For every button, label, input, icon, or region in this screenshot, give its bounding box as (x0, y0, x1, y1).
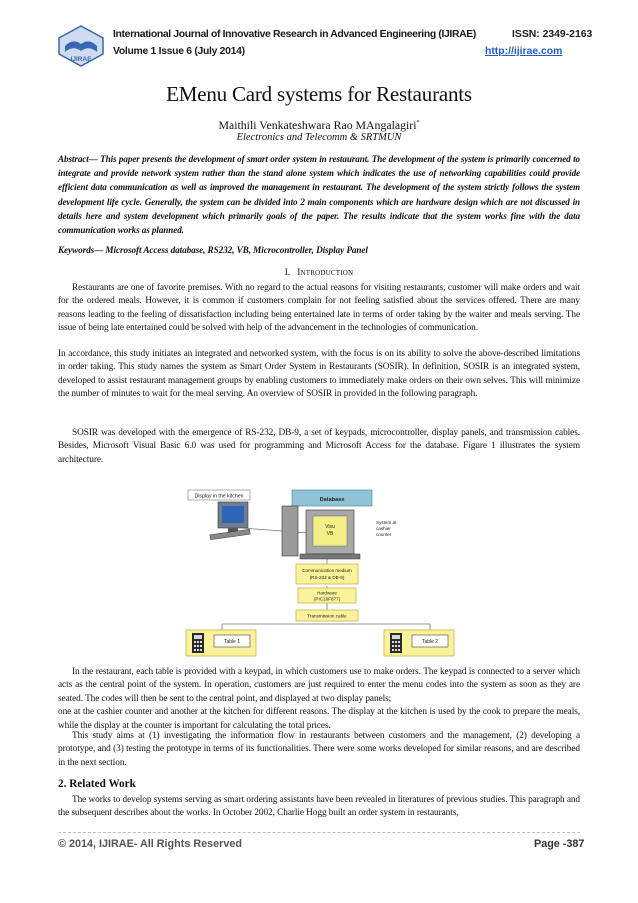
paper-affiliation: Electronics and Telecomm & SRTMUN (236, 132, 402, 143)
intro-paragraph-4a: In the restaurant, each table is provided with a keypad, in which customers use to make orders. The keypad is connected to a server which acts as the central point of the system. In operation, customers are just required to enter the menu codes into the system as soon as they are seated. The codes will then be sent to the central point, and displayed at two display panels; (58, 667, 580, 704)
table-1-keypad (186, 630, 256, 656)
journal-issn: ISSN: 2349-2163 (512, 29, 593, 40)
footer-divider (58, 832, 580, 833)
section-number: I. (284, 268, 291, 278)
intro-paragraph-4b: one at the cashier counter and another at the kitchen for different reasons. The display at the kitchen is used by the cook to prepare the meals, while the display at the counter is important for calculating the total prices. (58, 707, 580, 731)
server-label-1: Visu (325, 524, 335, 530)
comm-label-1: Communication medium (302, 568, 352, 573)
journal-url-link[interactable]: http://ijirae.com (485, 46, 563, 57)
comm-label-2: (RS-232 & DB-9) (309, 575, 345, 580)
keywords: Keywords— Microsoft Access database, RS232, VB, Microcontroller, Display Panel (58, 245, 368, 255)
counter-label-3: counter (376, 532, 392, 537)
system-architecture-figure (180, 488, 460, 658)
author-mark: * (416, 120, 420, 127)
intro-paragraph-4 (58, 666, 580, 733)
table2-label: Table 2 (421, 639, 439, 645)
server-label-2: VB (326, 531, 334, 537)
journal-volume: Volume 1 Issue 6 (July 2014) (113, 46, 245, 57)
counter-label-2: cashier (376, 526, 391, 531)
hw-label-2: (PIC16F877) (313, 596, 341, 602)
paper-title: EMenu Card systems for Restaurants (166, 82, 472, 106)
author-name: Maithili Venkateshwara Rao MAngalagiri (218, 118, 417, 132)
section-title: Introduction (297, 268, 354, 278)
footer-page-number: Page -387 (534, 838, 585, 850)
intro-paragraph-1: Restaurants are one of favorite premises. With no regard to the actual reasons for visiting restaurants, customer will make orders and wait for the ordered meals. However, it is common if customers complain for not feeling satisfied about the services offered. There are many reasons leading to the feeling of dissatisfaction including being entertained late in terms of order taking by the waiter and meals serving. The issue of being late entertained could be solved with help of the advancement in the technologies of communication. (58, 283, 580, 334)
database-label: Database (319, 497, 345, 503)
cable-label: Transmission cable (307, 613, 347, 619)
server-computer (282, 506, 360, 559)
paper-author (0, 118, 638, 133)
footer-copyright: © 2014, IJIRAE- All Rights Reserved (58, 838, 242, 850)
intro-paragraph-5: This study aims at (1) investigating the information flow in restaurants between customers and the management, (2) developing a prototype, and (3) testing the prototype in terms of its functionalities. There were some works developed for similar reasons, and are described in the next section. (58, 731, 580, 768)
journal-logo (56, 24, 106, 68)
intro-paragraph-2: In accordance, this study initiates an integrated and networked system, with the focus is on its ability to solve the above-described limitations in order taking. This study names the system as Smart Order System in Restaurants (SOSIR). In definition, SOSIR is an integrated system, developed to assist restaurant management groups by enabling customers to immediately make orders on their own selves. This will minimize the number of minutes to wait for the meal serving. An overview of SOSIR in provided in the following paragraph. (58, 349, 580, 400)
related-work-paragraph: The works to develop systems serving as smart ordering assistants have been revealed in literatures of previous studies. This paragraph and the subsequent describes about the works. In October 2002, Charlie Hogg built an order system in restaurants, (58, 795, 580, 819)
kitchen-display-monitor (210, 502, 250, 540)
intro-paragraph-3: SOSIR was developed with the emergence of RS-232, DB-9, a set of keypads, microcontroller, display panels, and transmission cables. Besides, Microsoft Visual Basic 6.0 was used for programming and Microsoft Access for the database. Figure 1 illustrates the system architecture. (58, 428, 580, 465)
counter-label-1: System at (376, 520, 397, 525)
abstract: Abstract— This paper presents the development of smart order system in restaurant. The development of the system is primarily concerned to integrate and provide network system rather than the stand alone system which indicates the use of networking capabilities could provide efficient data communication as well as improved the management in restaurant. The development of the system strictly follows the system development life cycle. Generally, the system can be divided into 2 main components which are hardware design which are not discussed in details here and system development which primarily goals of the paper. The results indicate that the system works fine with the data communication works as planned. (58, 154, 580, 236)
hw-label-1: Hardware (317, 590, 337, 596)
section-heading-related-work: 2. Related Work (58, 778, 136, 790)
journal-name: International Journal of Innovative Research in Advanced Engineering (IJIRAE) (113, 29, 476, 40)
table-2-keypad (384, 630, 454, 656)
display-label: Display in the kitchen (194, 493, 244, 500)
section-heading-introduction (0, 268, 638, 278)
logo-text: IJIRAE (70, 56, 92, 63)
table1-label: Table 1 (223, 639, 241, 645)
